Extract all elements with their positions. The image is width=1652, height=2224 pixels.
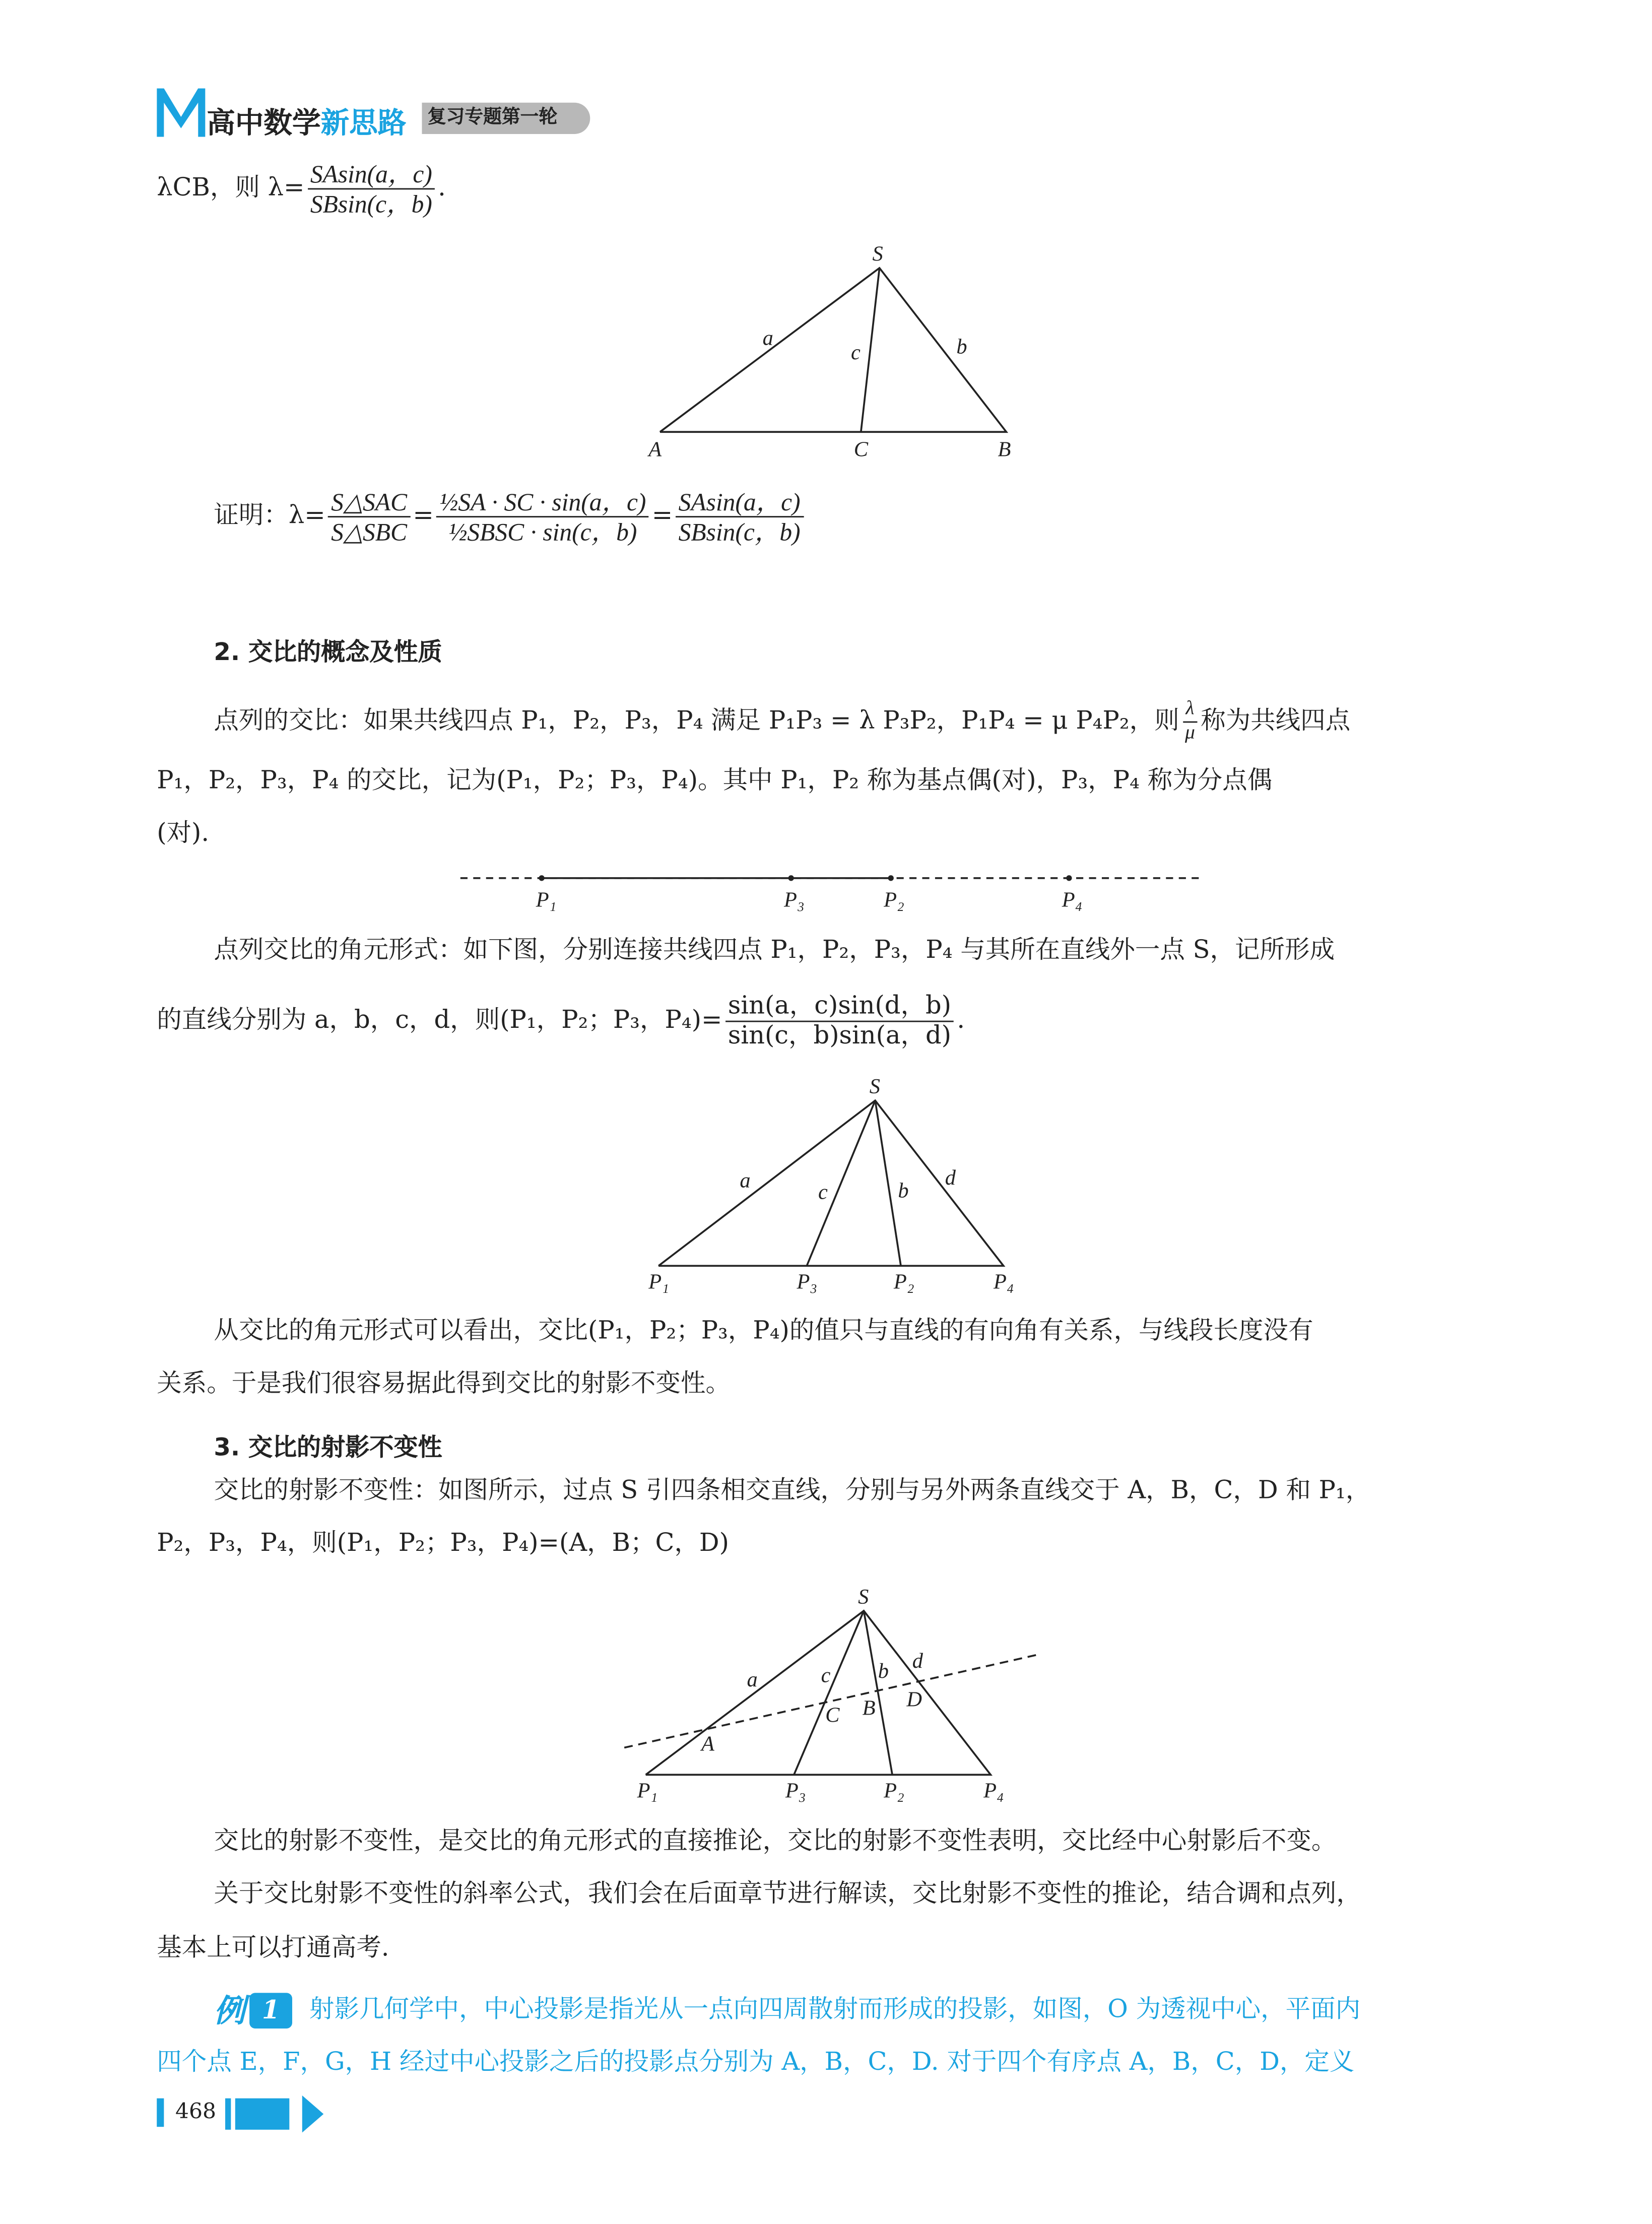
svg-text:d: d	[912, 1649, 923, 1673]
paragraph: P₁，P₂，P₃，P₄ 的交比，记为(P₁，P₂；P₃，P₄)。其中 P₁，P₂ 称为基点偶(对)，P₃，P₄ 称为分点偶	[157, 767, 1273, 796]
svg-text:P₄: P₄	[983, 1779, 1004, 1803]
header-subtitle: 复习专题第一轮	[422, 103, 590, 134]
header-title: 高中数学新思路	[207, 105, 407, 140]
paragraph: 交比的射影不变性：如图所示，过点 S 引四条相交直线，分别与另外两条直线交于 A，B，C，D 和 P₁，	[214, 1477, 1371, 1506]
label-P1: P₁	[536, 888, 557, 912]
svg-text:S: S	[858, 1585, 869, 1609]
section-3-heading: 3. 交比的射影不变性	[214, 1434, 442, 1463]
page-number: 468	[175, 2098, 217, 2124]
paragraph: P₂，P₃，P₄，则(P₁，P₂；P₃，P₄)=(A，B；C，D)	[157, 1529, 729, 1558]
label-c: c	[851, 340, 861, 364]
paragraph: 基本上可以打通高考.	[157, 1934, 389, 1963]
svg-text:B: B	[862, 1696, 876, 1720]
svg-text:a: a	[740, 1168, 751, 1193]
formula-lambda: λCB，则 λ= $\frac{SAsin(a,c)}{SBsin(c,b)}$ .	[157, 159, 446, 219]
paragraph: 关于交比射影不变性的斜率公式，我们会在后面章节进行解读，交比射影不变性的推论，结合调和点列，	[214, 1880, 1361, 1909]
svg-text:S: S	[869, 1074, 881, 1098]
label-a: a	[762, 326, 773, 350]
svg-text:d: d	[945, 1166, 956, 1190]
svg-text:c: c	[818, 1180, 828, 1204]
svg-text:C: C	[825, 1703, 840, 1727]
example-label: 例	[214, 1993, 245, 2030]
section-2-heading: 2. 交比的概念及性质	[214, 638, 442, 668]
label-B: B	[998, 437, 1011, 462]
paragraph: (对).	[157, 819, 210, 848]
paragraph: 从交比的角元形式可以看出，交比(P₁，P₂；P₃，P₄)的值只与直线的有向角有关系，与线段长度没有	[214, 1317, 1313, 1346]
footer-bar	[157, 2099, 164, 2127]
paragraph: 点列的交比：如果共线四点 P₁，P₂，P₃，P₄ 满足 P₁P₃ = λ P₃P₂，P₁P₄ = μ P₄P₂，则 $\frac{\lambda}{\mu}$ 称为共线四点	[214, 698, 1351, 745]
svg-text:P₃: P₃	[797, 1270, 818, 1294]
label-S: S	[872, 242, 883, 266]
svg-text:D: D	[906, 1687, 922, 1712]
proof-formula: 证明：λ= $\frac{\text{S△SAC}}{\text{S△SBC}}$ = $\frac{\text{½SA · SC · sin(a，c)}}{\text{½SBSC · sin(c，b)}}$ = $\frac{SAsin(a,c)}{SBsin(c,b)}$	[214, 488, 806, 547]
svg-text:P₁: P₁	[637, 1779, 658, 1803]
svg-text:P₂: P₂	[884, 1779, 904, 1803]
label-P2: P₂	[884, 888, 904, 912]
svg-text:P₂: P₂	[893, 1270, 914, 1294]
svg-text:A: A	[701, 1732, 714, 1756]
svg-text:P₁: P₁	[648, 1270, 669, 1294]
footer-bar	[225, 2099, 231, 2130]
footer-block	[235, 2099, 290, 2130]
svg-text:c: c	[821, 1663, 831, 1687]
example-text: 四个点 E，F，G，H 经过中心投影之后的投影点分别为 A，B，C，D. 对于四个有序点 A，B，C，D，定义	[157, 2048, 1355, 2077]
arrow-right-icon	[302, 2096, 323, 2133]
paragraph: 交比的射影不变性，是交比的角元形式的直接推论，交比的射影不变性表明，交比经中心射影后不变。	[214, 1827, 1337, 1856]
svg-text:b: b	[878, 1659, 889, 1683]
label-C: C	[853, 437, 868, 462]
example-number-badge: 1	[249, 1993, 292, 2029]
example-text: 射影几何学中，中心投影是指光从一点向四周散射而形成的投影，如图，O 为透视中心，平面内	[309, 1995, 1361, 2024]
svg-text:P₃: P₃	[785, 1779, 806, 1803]
label-P3: P₃	[784, 888, 805, 912]
paragraph: 关系。于是我们很容易据此得到交比的射影不变性。	[157, 1369, 731, 1399]
paragraph: 的直线分别为 a，b，c，d，则(P₁，P₂；P₃，P₄)= $\frac{\sin(a,c)\sin(d,b)}{\sin(c,b)\sin(a,d)}$ .	[157, 992, 965, 1051]
svg-text:b: b	[898, 1179, 909, 1203]
label-P4: P₄	[1062, 888, 1083, 912]
svg-text:P₄: P₄	[993, 1270, 1014, 1294]
label-A: A	[648, 437, 662, 462]
paragraph: 点列交比的角元形式：如下图，分别连接共线四点 P₁，P₂，P₃，P₄ 与其所在直线外一点 S，记所形成	[214, 936, 1335, 965]
svg-text:a: a	[747, 1667, 758, 1691]
label-b: b	[956, 335, 967, 359]
